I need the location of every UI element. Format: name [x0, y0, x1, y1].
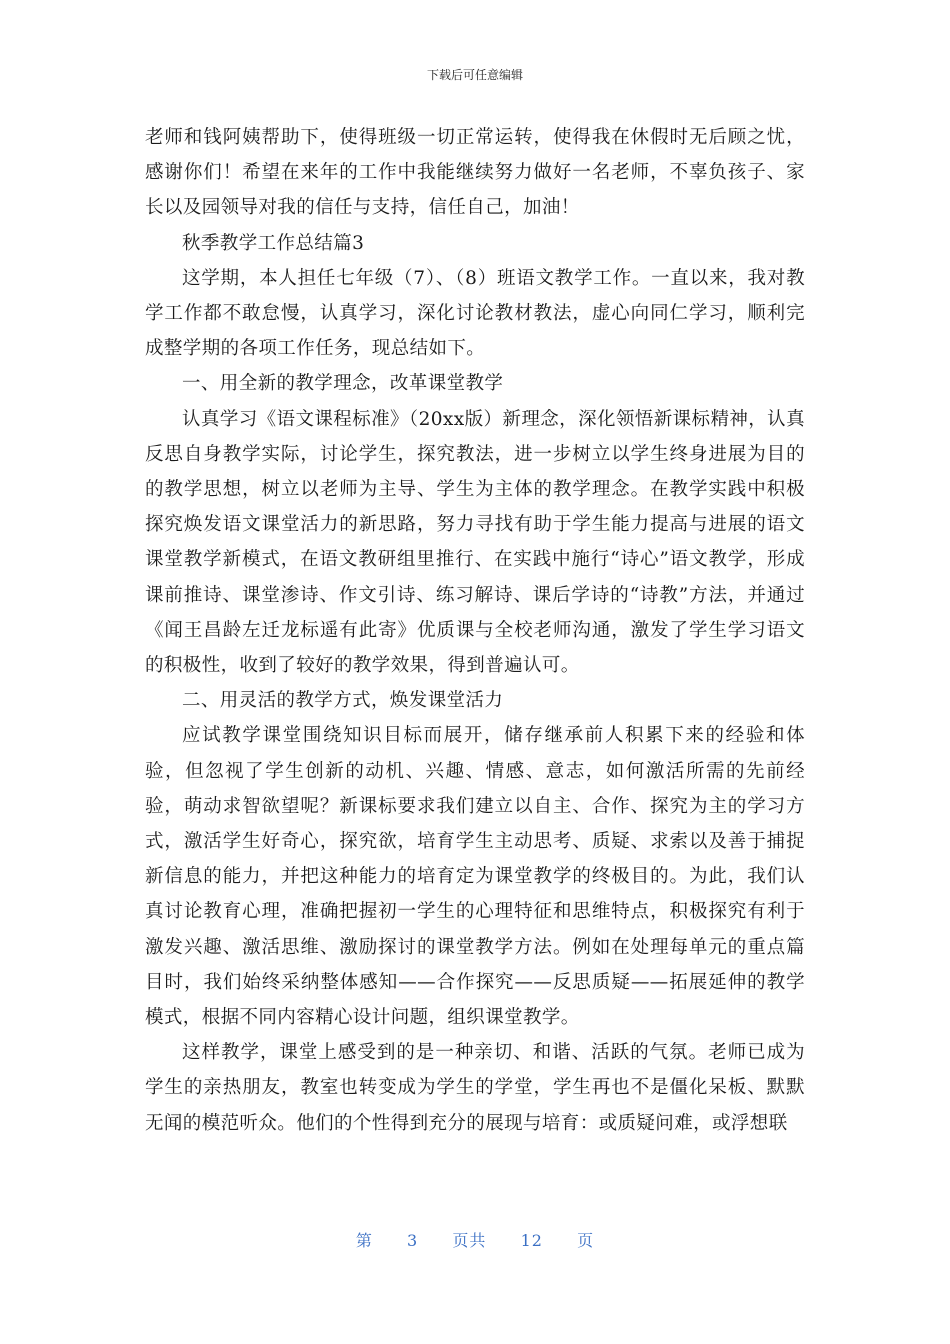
paragraph: 这学期，本人担任七年级（7）、（8）班语文教学工作。一直以来，我对教学工作都不敢怠慢，认真学习，深化讨论教材教法，虚心向同仁学习，顺利完成整学期的各项工作任务，现总结如下。	[145, 267, 805, 360]
paragraph: 老师和钱阿姨帮助下，使得班级一切正常运转，使得我在休假时无后顾之忧，感谢你们！希望在来年的工作中我能继续努力做好一名老师，不辜负孩子、家长以及园领导对我的信任与支持，信任自己，加油！	[145, 127, 805, 219]
footer-current-page: 3	[407, 1231, 419, 1250]
footer-total-pages: 12	[520, 1231, 543, 1250]
page-header: 下载后可任意编辑	[426, 68, 523, 82]
paragraph: 应试教学课堂围绕知识目标而展开，储存继承前人积累下来的经验和体验，但忽视了学生创新的动机、兴趣、情感、意志，如何激活所需的先前经验，萌动求智欲望呢？新课标要求我们建立以自主、合作、探究为主的学习方式，激活学生好奇心，探究欲，培育学生主动思考、质疑、求索以及善于捕捉新信息的能力，并把这种能力的培育定为课堂教学的终极目的。为此，我们认真讨论教育心理，准确把握初一学生的心理特征和思维特点，积极探究有利于激发兴趣、激活思维、激励探讨的课堂教学方法。例如在处理每单元的重点篇目时，我们始终采纳整体感知——合作探究——反思质疑——拓展延伸的教学模式，根据不同内容精心设计问题，组织课堂教学。	[145, 725, 805, 1029]
document-body	[145, 120, 805, 1141]
page-footer	[0, 1228, 950, 1251]
paragraph: 认真学习《语文课程标准》（20xx版）新理念，深化领悟新课标精神，认真反思自身教学实际，讨论学生，探究教法，进一步树立以学生终身进展为目的的教学思想，树立以老师为主导、学生为主体的教学理念。在教学实践中积极探究焕发语文课堂活力的新思路，努力寻找有助于学生能力提高与进展的语文课堂教学新模式，在语文教研组里推行、在实践中施行“诗心”语文教学，形成课前推诗、课堂渗诗、作文引诗、练习解诗、课后学诗的“诗教”方法，并通过《闻王昌龄左迁龙标遥有此寄》优质课与全校老师沟通，激发了学生学习语文的积极性，收到了较好的教学效果，得到普遍认可。	[145, 408, 805, 677]
footer-suffix: 页	[577, 1231, 595, 1250]
section-heading: 二、用灵活的教学方式，焕发课堂活力	[182, 690, 504, 712]
paragraph: 这样教学，课堂上感受到的是一种亲切、和谐、活跃的气氛。老师已成为学生的亲热朋友，教室也转变成为学生的学堂，学生再也不是僵化呆板、默默无闻的模范听众。他们的个性得到充分的展现与培育：或质疑问难，或浮想联	[145, 1042, 805, 1134]
footer-middle: 页共	[452, 1231, 487, 1250]
section-heading: 一、用全新的教学理念，改革课堂教学	[182, 373, 504, 395]
section-title: 秋季教学工作总结篇3	[182, 232, 365, 254]
footer-prefix: 第	[355, 1231, 373, 1250]
